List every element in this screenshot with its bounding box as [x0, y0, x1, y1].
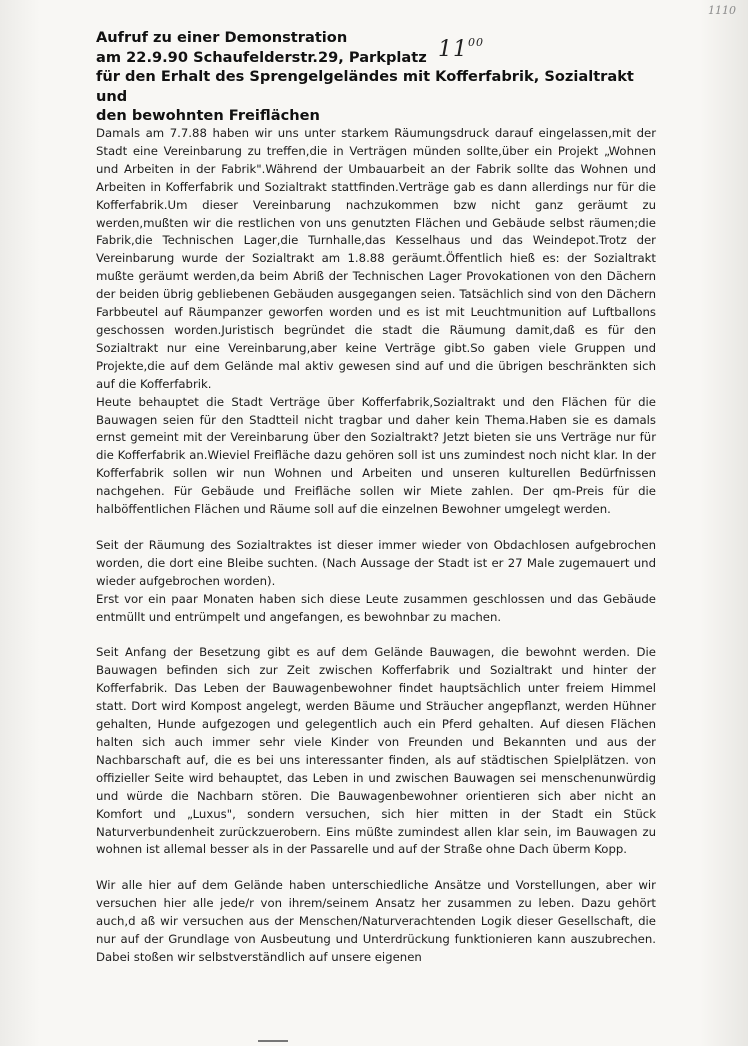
bottom-edge-mark: [258, 1040, 288, 1042]
heading-line-2: am 22.9.90 Schaufelderstr.29, Parkplatz: [96, 48, 427, 66]
heading-line-1: Aufruf zu einer Demonstration: [96, 29, 348, 46]
handwritten-time-note: [438, 36, 484, 62]
heading: [96, 28, 656, 126]
paragraph-5: Seit Anfang der Besetzung gibt es auf dem Gelände Bauwagen, die bewohnt werden. Die Bauwagen befinden sich zur Zeit zwischen Kofferfabrik und Sozialtrakt und hinter der Kofferfabrik. Das Leben der Bauwagenbewohner findet hauptsächlich unter freiem Himmel statt. Dort wird Kompost angelegt, werden Bäume und Sträucher angepflanzt, werden Hühner gehalten, Hunde aufgezogen und gelegentlich auch ein Pferd gehalten. Auf diesen Flächen halten sich auch immer sehr viele Kinder von Freunden und Bekannten und aus der Nachbarschaft auf, die es bei uns interessanter finden, als auf städtischen Spielplätzen. von offizieller Seite wird behauptet, das Leben in und zwischen Bauwagen sei menschenunwürdig und würde die Nachbarn stören. Die Bauwagenbewohner orientieren sich aber nicht an Komfort und „Luxus", sondern versuchen, sich hier mitten in der Stadt ein Stück Naturverbundenheit zurückzuerobern. Eins müßte zumindest allen klar sein, im Bauwagen zu wohnen ist allemal besser als in der Passarelle und auf der Straße ohne Dach überm Kopp.: [96, 645, 656, 857]
paragraph-6: Wir alle hier auf dem Gelände haben unterschiedliche Ansätze und Vorstellungen, aber wir versuchen hier alle jede/r von ihrem/seinem Ansatz her zusammen zu leben. Dazu gehört auch,d aß wir versuchen aus der Menschen/Naturverachtenden Logik dieser Gesellschaft, die nur auf der Grundlage von Ausbeutung und Unterdrückung funktionieren kann auszubrechen. Dabei stoßen wir selbstverständlich auf unsere eigenen: [96, 878, 656, 964]
paragraph-2: Heute behauptet die Stadt Verträge über Kofferfabrik,Sozialtrakt und den Flächen für die Bauwagen seien für den Stadtteil nicht tragbar und daher kein Thema.Haben sie es damals ernst gemeint mit der Vereinbarung über den Sozialtrakt? Jetzt bieten sie uns Verträge nur für die Kofferfabrik an.Wieviel Freifläche dazu gehören soll ist uns zumindest noch nicht klar. In der Kofferfabrik sollen wir nun Wohnen und Arbeiten und unseren kulturellen Bedürfnissen nachgehen. Für Gebäude und Freifläche sollen wir Miete zahlen. Der qm-Preis für die halböffentlichen Flächen und Räume soll auf die einzelnen Bewohner umgelegt werden.: [96, 394, 656, 517]
heading-line-4: den bewohnten Freiflächen: [96, 107, 320, 124]
heading-line-3: für den Erhalt des Sprengelgeländes mit Kofferfabrik, Sozialtrakt und: [96, 68, 634, 105]
handnote-minutes: 00: [468, 36, 484, 49]
paragraph-1: Damals am 7.7.88 haben wir uns unter starkem Räumungsdruck darauf eingelassen,mit der Stadt eine Vereinbarung zu treffen,die in Verträgen münden sollte,über ein Projekt „Wohnen und Arbeiten in der Fabrik".Während der Umbauarbeit an der Fabrik sollte das Wohnen und Arbeiten in Kofferfabrik und Sozialtrakt stattfinden.Verträge gab es dann allerdings nur für die Kofferfabrik.Um dieser Vereinbarung nachzukommen bzw nicht ganz geräumt zu werden,mußten wir die restlichen von uns genutzten Flächen und Gebäude selbst räumen;die Fabrik,die Technischen Lager,die Turnhalle,das Kesselhaus und das Weindepot.Trotz der Vereinbarung wurde der Sozialtrakt am 1.8.88 geräumt.Öffentlich hieß es: der Sozialtrakt mußte geräumt werden,da beim Abriß der Technischen Lager Provokationen von den Dächern der beiden übrig gebliebenen Gebäuden ausgegangen seien. Tatsächlich sind von den Dächern Farbbeutel auf Räumpanzer geworfen worden und es ist mit Leuchtmunition auf Luftballons geschossen worden.Juristisch begründet die stadt die Räumung damit,daß es für den Sozialtrakt nur eine Vereinbarung,aber keine Verträge gibt.So gaben viele Gruppen und Projekte,die auf dem Gelände mal aktiv gewesen sind auf und die übrigen beschränkten sich auf die Kofferfabrik.: [96, 126, 656, 391]
paragraph-3: Seit der Räumung des Sozialtraktes ist dieser immer wieder von Obdachlosen aufgebrochen worden, die dort eine Bleibe suchten. (Nach Aussage der Stadt ist er 27 Male zugemauert und wieder aufgebrochen worden).: [96, 537, 656, 588]
paragraph-4: Erst vor ein paar Monaten haben sich diese Leute zusammen geschlossen und das Gebäude entmüllt und entrümpelt und angefangen, es bewohnbar zu machen.: [96, 591, 656, 624]
corner-pencil-mark: 1110: [708, 4, 736, 17]
handnote-hour: 11: [438, 37, 468, 62]
body-text: [96, 125, 656, 967]
